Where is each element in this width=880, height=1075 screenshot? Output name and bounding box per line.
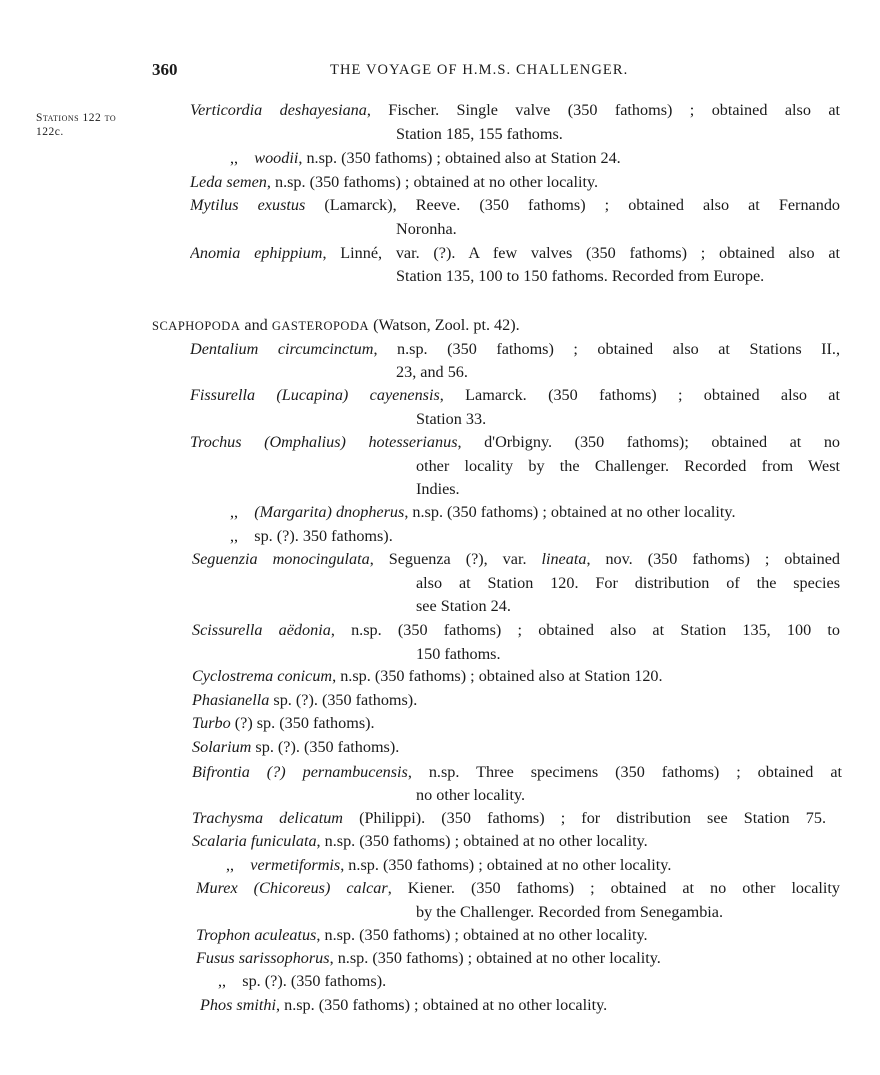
species-name: (Margarita) dnopherus [254, 503, 405, 521]
species-entry [192, 690, 417, 710]
entry-continuation: by the Challenger. Recorded from Senegambia. [416, 903, 724, 921]
entry-continuation: other locality by the Challenger. Recorded from West [416, 457, 840, 475]
species-entry [200, 995, 607, 1015]
page-header [0, 60, 880, 84]
entry-text: (350 fathoms) ; obtained at no other locality. [382, 856, 672, 874]
species-entry [192, 549, 840, 569]
entry-continuation: no other locality. [416, 786, 526, 804]
species-name: Bifrontia (?) pernambucensis [192, 763, 408, 781]
entry-text: (350 fathoms) ; obtained at no other locality [470, 879, 840, 897]
species-authority: (?) sp. [230, 714, 276, 732]
entry-text: (350 fathoms) ; obtained also at Stations II., [447, 340, 840, 358]
species-entry [192, 808, 826, 828]
species-authority: , Linné, var. (?). [322, 244, 456, 262]
entry-continuation: also at Station 120. For distribution of the species [416, 574, 840, 592]
species-authority: (Lamarck), Reeve. [305, 196, 461, 214]
entry-text: (350 fathoms). [290, 972, 387, 990]
entry-text: (350 fathoms) ; obtained also at Station 120. [374, 667, 663, 685]
entry-text: (350 fathoms) ; obtained also at Station 24. [341, 149, 621, 167]
entry-text: Three specimens (350 fathoms) ; obtained at [476, 763, 842, 781]
species-name: Mytilus exustus [190, 196, 306, 214]
entry-text: (350 fathoms) ; obtained at no other locality. [309, 173, 599, 191]
species-name: Phos smithi [200, 996, 276, 1014]
species-authority: , n.sp. [298, 149, 338, 167]
variety-authority: , nov. [586, 550, 633, 568]
species-name: Scalaria funiculata [192, 832, 317, 850]
species-authority: , n.sp. [340, 856, 379, 874]
species-entry [226, 855, 671, 875]
species-authority: (Philippi). [342, 809, 426, 827]
entry-continuation: see Station 24. [416, 597, 511, 615]
entry-text: Single valve (350 fathoms) ; obtained also at [456, 101, 840, 119]
species-name: vermetiformis [250, 856, 341, 874]
page-number: 360 [152, 60, 178, 79]
species-entry [190, 195, 840, 215]
species-name: Dentalium circumcinctum [190, 340, 374, 358]
species-name: Fissurella (Lucapina) cayenensis [190, 386, 440, 404]
species-authority: , Kiener. [387, 879, 455, 897]
species-authority: , Seguenza (?), var. [369, 550, 527, 568]
entry-text: (350 fathoms) ; for distribution see Station 75. [441, 809, 826, 827]
species-name: Solarium [192, 738, 252, 756]
entry-text: (350 fathoms) ; obtained at no other locality. [447, 503, 736, 521]
species-name: Trachysma delicatum [192, 809, 343, 827]
species-entry [230, 526, 393, 546]
entry-text: (350 fathoms); obtained at no [574, 433, 840, 451]
species-entry [196, 925, 648, 945]
species-authority: , d'Orbigny. [457, 433, 553, 451]
heading-reference: (Watson, Zool. pt. 42). [373, 316, 520, 334]
entry-text: 350 fathoms). [302, 527, 393, 545]
species-entry [192, 737, 399, 757]
species-authority: sp. (?). [254, 527, 299, 545]
species-authority: , n.sp. [276, 996, 315, 1014]
species-entry [218, 971, 386, 991]
entry-continuation: 150 fathoms. [416, 645, 501, 663]
species-entry [192, 762, 842, 782]
species-authority: , Lamarck. [439, 386, 527, 404]
species-entry [230, 502, 736, 522]
species-name: Trophon aculeatus [196, 926, 317, 944]
entry-continuation: Indies. [416, 480, 460, 498]
entry-text: (350 fathoms). [303, 738, 400, 756]
species-authority: , n.sp. [266, 173, 306, 191]
entry-continuation: Station 135, 100 to 150 fathoms. Recorded from Europe. [396, 267, 765, 285]
entry-continuation: Station 185, 155 fathoms. [396, 125, 563, 143]
heading-part: SCAPHOPODA [152, 319, 241, 333]
species-entry [196, 878, 840, 898]
entry-continuation: Station 33. [416, 410, 487, 428]
species-entry [192, 713, 375, 733]
species-entry [230, 148, 621, 168]
entry-text: (350 fathoms) ; obtained also at Fernando [479, 196, 840, 214]
entry-text: (350 fathoms) ; obtained at no other locality. [359, 926, 648, 944]
heading-and: and [244, 316, 268, 334]
species-name: Leda semen [190, 173, 267, 191]
species-name: woodii [254, 149, 299, 167]
species-name: Phasianella [192, 691, 270, 709]
margin-note [36, 111, 116, 139]
entry-text: (350 fathoms) ; obtained at no other locality. [359, 832, 648, 850]
species-authority: , Fischer. [366, 101, 440, 119]
species-entry [190, 432, 840, 452]
entry-text: (350 fathoms) ; obtained at no other locality. [318, 996, 608, 1014]
species-authority: sp. (?). [269, 691, 318, 709]
section-heading [152, 315, 520, 336]
species-authority: sp. (?). [251, 738, 300, 756]
variety-name: lineata [541, 550, 587, 568]
species-name: Verticordia deshayesiana [190, 101, 367, 119]
species-name: Scissurella aëdonia [192, 621, 331, 639]
entry-text: A few valves (350 fathoms) ; obtained also at [468, 244, 840, 262]
species-entry [192, 666, 663, 686]
margin-note-line: Stations 122 to [36, 112, 117, 124]
species-entry [196, 948, 661, 968]
ditto-mark: ,, [230, 527, 239, 545]
margin-note-line: 122c. [36, 126, 64, 138]
ditto-mark: ,, [230, 503, 239, 521]
species-entry [190, 172, 598, 192]
species-authority: , n.sp. [316, 926, 356, 944]
species-authority: , n.sp. [329, 949, 369, 967]
heading-part: GASTEROPODA [271, 319, 370, 333]
species-name: Seguenzia monocingulata [192, 550, 370, 568]
entry-text: (350 fathoms) ; obtained also at [548, 386, 840, 404]
running-title: THE VOYAGE OF H.M.S. CHALLENGER. [330, 62, 629, 78]
entry-text: (350 fathoms) ; obtained also at Station 135, 100 to [397, 621, 840, 639]
species-name: Trochus (Omphalius) hotesserianus [190, 433, 458, 451]
species-entry [190, 243, 840, 263]
entry-continuation: 23, and 56. [396, 363, 468, 381]
species-name: Turbo [192, 714, 231, 732]
species-name: Anomia ephippium [190, 244, 323, 262]
species-entry [192, 831, 648, 851]
species-entry [190, 100, 840, 120]
entry-text: (350 fathoms). [321, 691, 418, 709]
species-name: Murex (Chicoreus) calcar [196, 879, 388, 897]
species-name: Fusus sarissophorus [196, 949, 330, 967]
species-entry [190, 339, 840, 359]
species-authority: , n.sp. [330, 621, 382, 639]
ditto-mark: ,, [230, 149, 239, 167]
species-authority: , n.sp. [332, 667, 371, 685]
ditto-mark: ,, [218, 972, 227, 990]
ditto-mark: ,, [226, 856, 235, 874]
species-authority: , n.sp. [407, 763, 460, 781]
entry-continuation: Noronha. [396, 220, 457, 238]
entry-text: (350 fathoms) ; obtained at no other locality. [372, 949, 661, 967]
species-name: Cyclostrema conicum [192, 667, 333, 685]
species-entry [192, 620, 840, 640]
species-authority: , n.sp. [404, 503, 443, 521]
species-authority: , n.sp. [316, 832, 356, 850]
species-entry [190, 385, 840, 405]
species-authority: sp. (?). [242, 972, 287, 990]
species-authority: , n.sp. [373, 340, 428, 358]
entry-text: (350 fathoms). [279, 714, 375, 732]
entry-text: (350 fathoms) ; obtained [647, 550, 840, 568]
